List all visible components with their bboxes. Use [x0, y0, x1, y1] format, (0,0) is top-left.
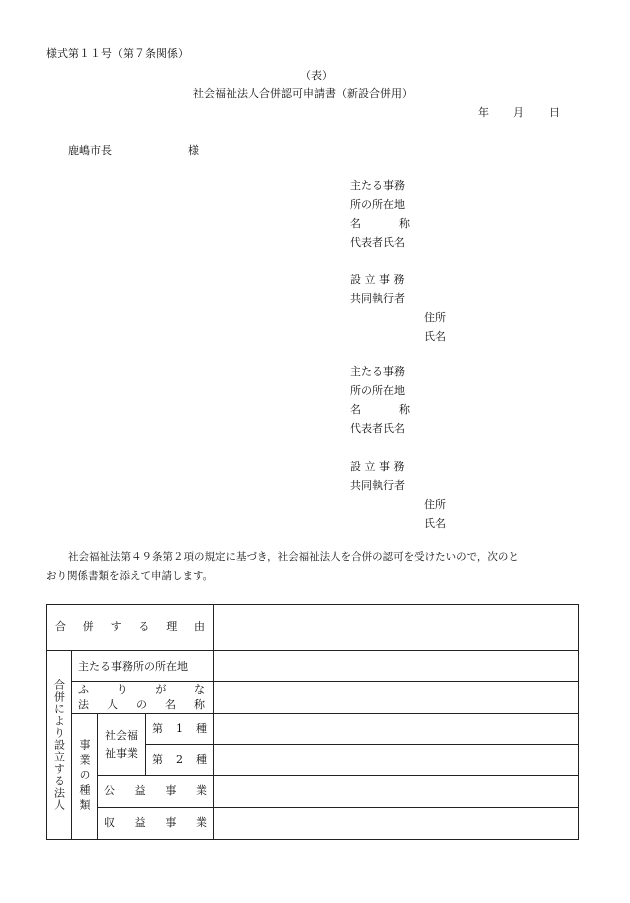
- application-table: [46, 604, 579, 840]
- representative-label: 代表者氏名: [350, 236, 405, 249]
- type2-label: [146, 753, 213, 768]
- label-char: す: [110, 620, 122, 634]
- label-char: な: [193, 682, 205, 696]
- label-char: 種: [196, 721, 207, 735]
- corp-name-label: [78, 698, 205, 713]
- office-address-label-line2: 所の所在地: [350, 384, 405, 397]
- profit-business-field[interactable]: [214, 808, 579, 840]
- date-day-label: 日: [549, 106, 560, 119]
- corp-name-label-char: 名: [350, 403, 361, 416]
- setup-executor-label-line2: 共同執行者: [350, 479, 405, 492]
- social-welfare-label-line2: 祉事業: [105, 746, 138, 760]
- label-char: 公: [104, 784, 115, 798]
- label-char: の: [136, 697, 147, 711]
- corp-name-label-char: 称: [399, 403, 410, 416]
- office-address-label-line2: 所の所在地: [350, 198, 405, 211]
- new-corp-label-cell: [47, 651, 72, 840]
- type1-label-cell: [146, 714, 214, 745]
- corp-name-label-char: 称: [399, 217, 410, 230]
- label-char: 1: [176, 721, 183, 735]
- profit-business-label: [98, 816, 213, 831]
- label-char: 事: [165, 784, 177, 798]
- form-number: 様式第１１号（第７条関係）: [46, 47, 189, 60]
- office-address-label-cell: [72, 651, 214, 682]
- merger-reason-label: [47, 605, 214, 651]
- label-char: る: [138, 620, 150, 634]
- office-address-label: 主たる事務所の所在地: [78, 660, 188, 673]
- date-year-label: 年: [478, 106, 489, 119]
- corp-name-label-char: 名: [350, 217, 361, 230]
- corp-name-label-cell: [72, 682, 214, 714]
- body-text-line2: おり関係書類を添えて申請します。: [46, 570, 214, 582]
- label-char: 称: [194, 697, 205, 711]
- social-welfare-label: [98, 727, 145, 762]
- label-char: 業: [195, 816, 207, 830]
- executor-address-label: 住所: [424, 498, 446, 511]
- public-interest-field[interactable]: [214, 776, 579, 808]
- furigana-label: [78, 683, 205, 698]
- label-char: 理: [166, 620, 178, 634]
- corp-name-label: [350, 404, 410, 415]
- office-address-label-line1: 主たる事務: [350, 365, 405, 378]
- label-char: ふ: [78, 682, 89, 696]
- label-char: 2: [176, 752, 183, 766]
- setup-executor-label-line2: 共同執行者: [350, 292, 405, 305]
- label-char: 法: [78, 697, 89, 711]
- label-char: 第: [152, 721, 163, 735]
- executor-address-label: 住所: [424, 311, 446, 324]
- public-interest-label-cell: [98, 776, 214, 808]
- public-interest-label: [98, 784, 213, 799]
- representative-label: 代表者氏名: [350, 422, 405, 435]
- merger-reason-field[interactable]: [214, 605, 579, 651]
- label-char: 人: [107, 697, 118, 711]
- type2-label-cell: [146, 745, 214, 776]
- addressee-honorific: 様: [188, 144, 199, 157]
- business-type-label: 事業の種類: [78, 739, 91, 814]
- merger-reason-text: [47, 620, 213, 635]
- office-address-label-line1: 主たる事務: [350, 179, 405, 192]
- corp-name-label: [350, 218, 410, 229]
- label-char: 由: [193, 620, 205, 634]
- label-char: 業: [195, 784, 207, 798]
- label-char: 合: [55, 620, 66, 634]
- date-month-label: 月: [513, 106, 524, 119]
- type1-field[interactable]: [214, 714, 579, 745]
- label-char: 益: [134, 784, 146, 798]
- label-char: 名: [165, 697, 176, 711]
- type2-field[interactable]: [214, 745, 579, 776]
- profit-business-label-cell: [98, 808, 214, 840]
- label-char: 第: [152, 752, 163, 766]
- label-char: 種: [196, 752, 207, 766]
- office-address-field[interactable]: [214, 651, 579, 682]
- executor-name-label: 氏名: [424, 330, 446, 343]
- addressee-name: 鹿嶋市長: [68, 144, 112, 157]
- type1-label: [146, 722, 213, 737]
- business-type-label-cell: [72, 714, 98, 840]
- executor-name-label: 氏名: [424, 517, 446, 530]
- document-title: 社会福祉法人合併認可申請書（新設合併用）: [193, 87, 413, 100]
- setup-executor-label-line1: 設 立 事 務: [350, 460, 405, 473]
- social-welfare-label-line1: 社会福: [105, 728, 138, 742]
- label-char: り: [116, 682, 128, 696]
- label-char: 益: [134, 816, 146, 830]
- side-label: （表）: [300, 69, 333, 82]
- label-char: 併: [82, 620, 94, 634]
- label-char: 収: [104, 816, 115, 830]
- corp-name-field[interactable]: [214, 682, 579, 714]
- label-char: が: [155, 682, 167, 696]
- new-corp-label: 合併により設立する法人: [52, 679, 66, 811]
- label-char: 事: [165, 816, 177, 830]
- setup-executor-label-line1: 設 立 事 務: [350, 273, 405, 286]
- corp-name-label-text: [72, 683, 213, 713]
- body-text-line1: 社会福祉法第４９条第２項の規定に基づき，社会福祉法人を合併の認可を受けたいので，次のと: [68, 551, 519, 563]
- social-welfare-label-cell: [98, 714, 146, 776]
